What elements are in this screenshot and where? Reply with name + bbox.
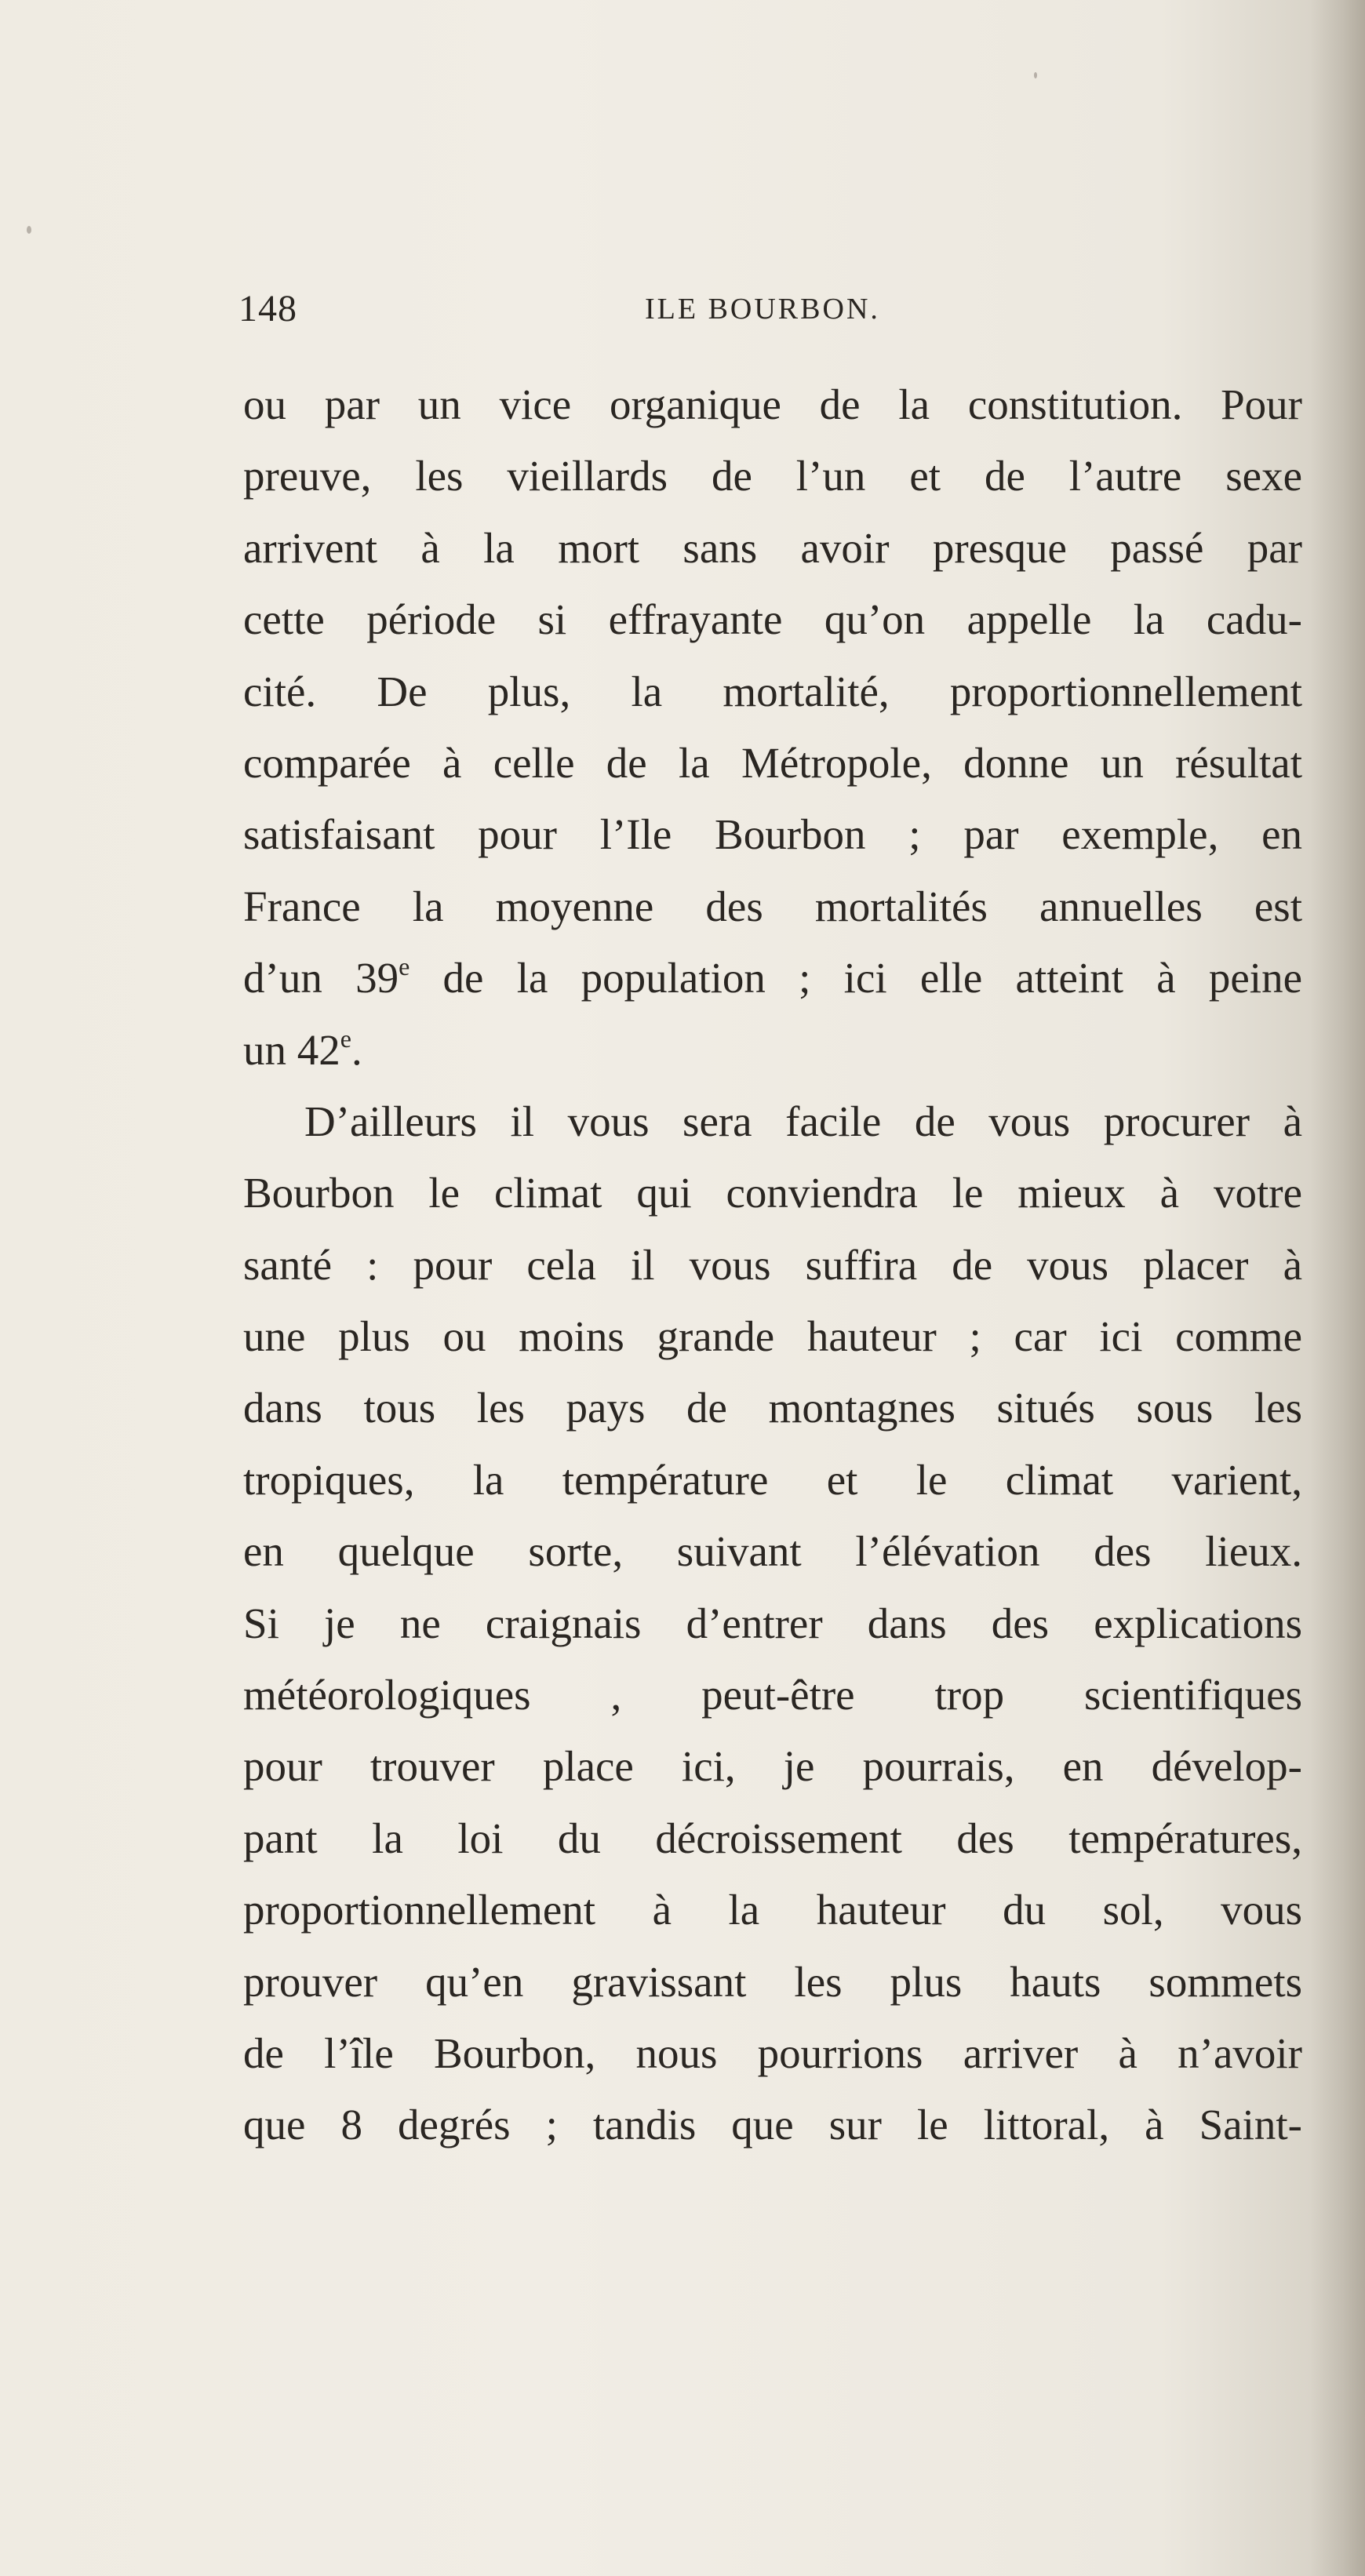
text-line: D’ailleurs il vous sera facile de vous procurer à [304,1097,1302,1145]
text-line: pant la loi du décroissement des températures, [243,1814,1302,1862]
ordinal-superscript: e [340,1024,351,1053]
text-line: satisfaisant pour l’Ile Bourbon ; par exemple, en [243,810,1302,859]
text-line: que 8 degrés ; tandis que sur le littoral, à Saint- [243,2101,1302,2149]
text-line: santé : pour cela il vous suffira de vous placer à [243,1240,1302,1289]
text-line: proportionnellement à la hauteur du sol, vous [243,1886,1302,1934]
text-line [243,1014,1302,1086]
text-line: ou par un vice organique de la constitution. Pour [243,380,1302,428]
text-line: en quelque sorte, suivant l’élévation des lieux. [243,1527,1302,1576]
paper-speck [1034,72,1037,78]
text-segment: de la population ; ici elle atteint à peine [410,954,1302,1002]
text-line: dans tous les pays de montagnes situés sous les [243,1384,1302,1432]
text-line: Bourbon le climat qui conviendra le mieux à votre [243,1169,1302,1217]
running-head [238,287,1298,342]
text-line: cette période si effrayante qu’on appelle la cadu- [243,595,1302,644]
text-line [243,942,1302,1013]
text-line: prouver qu’en gravissant les plus hauts sommets [243,1957,1302,2006]
text-line: Si je ne craignais d’entrer dans des explications [243,1599,1302,1647]
text-line: preuve, les vieillards de l’un et de l’autre sexe [243,452,1302,500]
text-line: pour trouver place ici, je pourrais, en dévelop- [243,1742,1302,1791]
page-edge-shadow [1310,0,1365,2576]
text-segment: un 42 [243,1025,340,1074]
text-line: de l’île Bourbon, nous pourrions arriver à n’avoir [243,2028,1302,2077]
ordinal-superscript: e [399,952,410,981]
text-segment: d’un 39 [243,954,399,1002]
text-line: une plus ou moins grande hauteur ; car ici comme [243,1312,1302,1361]
text-line: météorologiques , peut-être trop scientifiques [243,1671,1302,1719]
running-title: ILE BOURBON. [645,293,880,326]
text-line: comparée à celle de la Métropole, donne un résultat [243,738,1302,787]
text-segment: . [351,1025,362,1074]
text-line: tropiques, la température et le climat varient, [243,1455,1302,1504]
text-line: France la moyenne des mortalités annuelles est [243,882,1302,930]
body-text [243,369,1302,2161]
page-number: 148 [238,288,297,329]
paper-speck [27,226,31,234]
text-line: cité. De plus, la mortalité, proportionnellement [243,667,1302,715]
text-line: arrivent à la mort sans avoir presque passé par [243,523,1302,572]
